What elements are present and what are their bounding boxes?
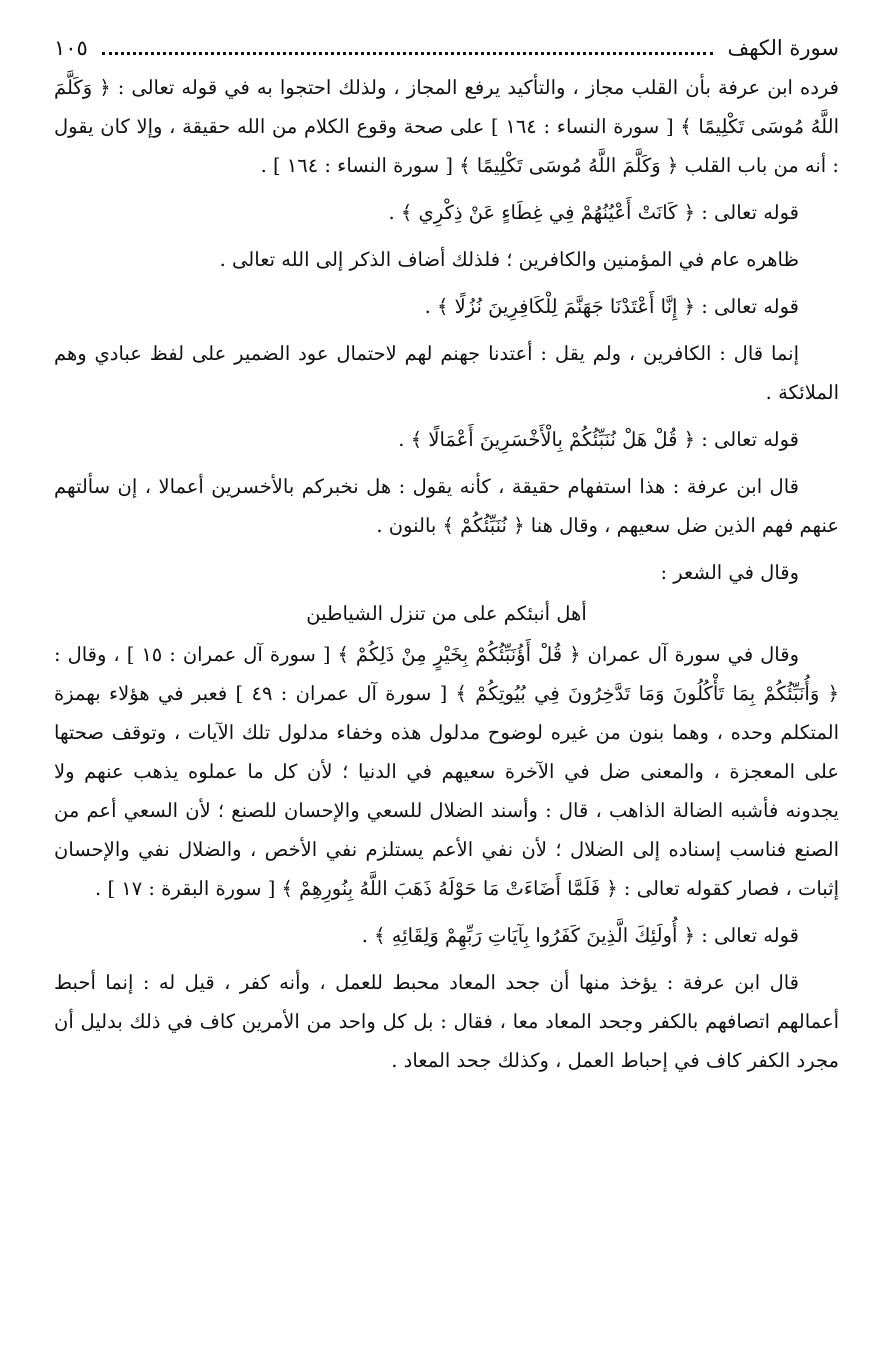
book-page bbox=[54, 30, 839, 1088]
paragraph-3: ظاهره عام في المؤمنين والكافرين ؛ فلذلك أضاف الذكر إلى الله تعالى . bbox=[219, 248, 799, 271]
paragraph-5: إنما قال : الكافرين ، ولم يقل : أعتدنا جهنم لهم لاحتمال عود الضمير على لفظ عبادي وهم الملائكة . bbox=[54, 342, 839, 404]
paragraph-4: قوله تعالى : ﴿ إِنَّا أَعْتَدْنَا جَهَنَّمَ لِلْكَافِرِينَ نُزُلًا ﴾ . bbox=[424, 295, 799, 318]
paragraph-11: قوله تعالى : ﴿ أُولَئِكَ الَّذِينَ كَفَرُوا بِآيَاتِ رَبِّهِمْ وَلِقَائِهِ ﴾ . bbox=[361, 924, 799, 947]
surah-title: سورة الكهف bbox=[727, 36, 839, 60]
paragraph-1: فرده ابن عرفة بأن القلب مجاز ، والتأكيد يرفع المجاز ، ولذلك احتجوا به في قوله تعالى : ﴿ وَكَلَّمَ اللَّهُ مُوسَى تَكْلِيمًا ﴾ [ سورة النساء : ١٦٤ ] على صحة وقوع الكلام من الله حقيقة ، وإلا كان يقول : أنه من باب القلب ﴿ وَكَلَّمَ اللَّهُ مُوسَى تَكْلِيمًا ﴾ [ سورة النساء : ١٦٤ ] . bbox=[54, 76, 839, 177]
page-header bbox=[54, 30, 839, 66]
paragraph-12: قال ابن عرفة : يؤخذ منها أن جحد المعاد محبط للعمل ، وأنه كفر ، قيل له : إنما أحبط أعمالهم اتصافهم بالكفر وجحد المعاد معا ، فقال : بل كل واحد من الأمرين كاف في ذلك بدليل أن مجرد الكفر كاف في إحباط العمل ، وكذلك جحد المعاد . bbox=[54, 971, 839, 1072]
poetry-line: أهل أنبئكم على من تنزل الشياطين bbox=[306, 602, 587, 625]
paragraph-2: قوله تعالى : ﴿ كَانَتْ أَعْيُنُهُمْ فِي غِطَاءٍ عَنْ ذِكْرِي ﴾ . bbox=[388, 201, 799, 224]
paragraph-6: قوله تعالى : ﴿ قُلْ هَلْ نُنَبِّئُكُمْ بِالْأَخْسَرِينَ أَعْمَالًا ﴾ . bbox=[398, 428, 799, 451]
paragraph-10: وقال في سورة آل عمران ﴿ قُلْ أَؤُنَبِّئُكُمْ بِخَيْرٍ مِنْ ذَلِكُمْ ﴾ [ سورة آل عمران : ١٥ ] ، وقال : ﴿ وَأُنَبِّئُكُمْ بِمَا تَأْكُلُونَ وَمَا تَدَّخِرُونَ فِي بُيُوتِكُمْ ﴾ [ سورة آل عمران : ٤٩ ] فعبر في هؤلاء بهمزة المتكلم وحده ، وهما بنون من غيره لوضوح مدلول هذه وخفاء مدلول تلك الآيات ، وتوقف صحتها على المعجزة ، والمعنى ضل في الآخرة سعيهم في الدنيا ؛ لأن كل ما عملوه يذهب عنهم ولا يجدونه فأشبه الضالة الذاهب ، قال : وأسند الضلال للسعي والإحسان للصنع ؛ لأن السعي أعم من الصنع فناسب إسناده إلى الضلال ؛ لأن نفي الأعم يستلزم نفي الأخص ، والضلال نفي والإحسان إثبات ، فصار كقوله تعالى : ﴿ فَلَمَّا أَضَاءَتْ مَا حَوْلَهُ ذَهَبَ اللَّهُ بِنُورِهِمْ ﴾ [ سورة البقرة : ١٧ ] . bbox=[54, 643, 840, 900]
paragraph-7: قال ابن عرفة : هذا استفهام حقيقة ، كأنه يقول : هل نخبركم بالأخسرين أعمالا ، إن سألتهم عنهم فهم الذين ضل سعيهم ، وقال هنا ﴿ نُنَبِّئُكُمْ ﴾ بالنون . bbox=[54, 475, 839, 537]
paragraph-8: وقال في الشعر : bbox=[660, 561, 799, 584]
header-dotted-leader bbox=[102, 30, 714, 55]
page-number: ١٠٥ bbox=[54, 36, 88, 60]
